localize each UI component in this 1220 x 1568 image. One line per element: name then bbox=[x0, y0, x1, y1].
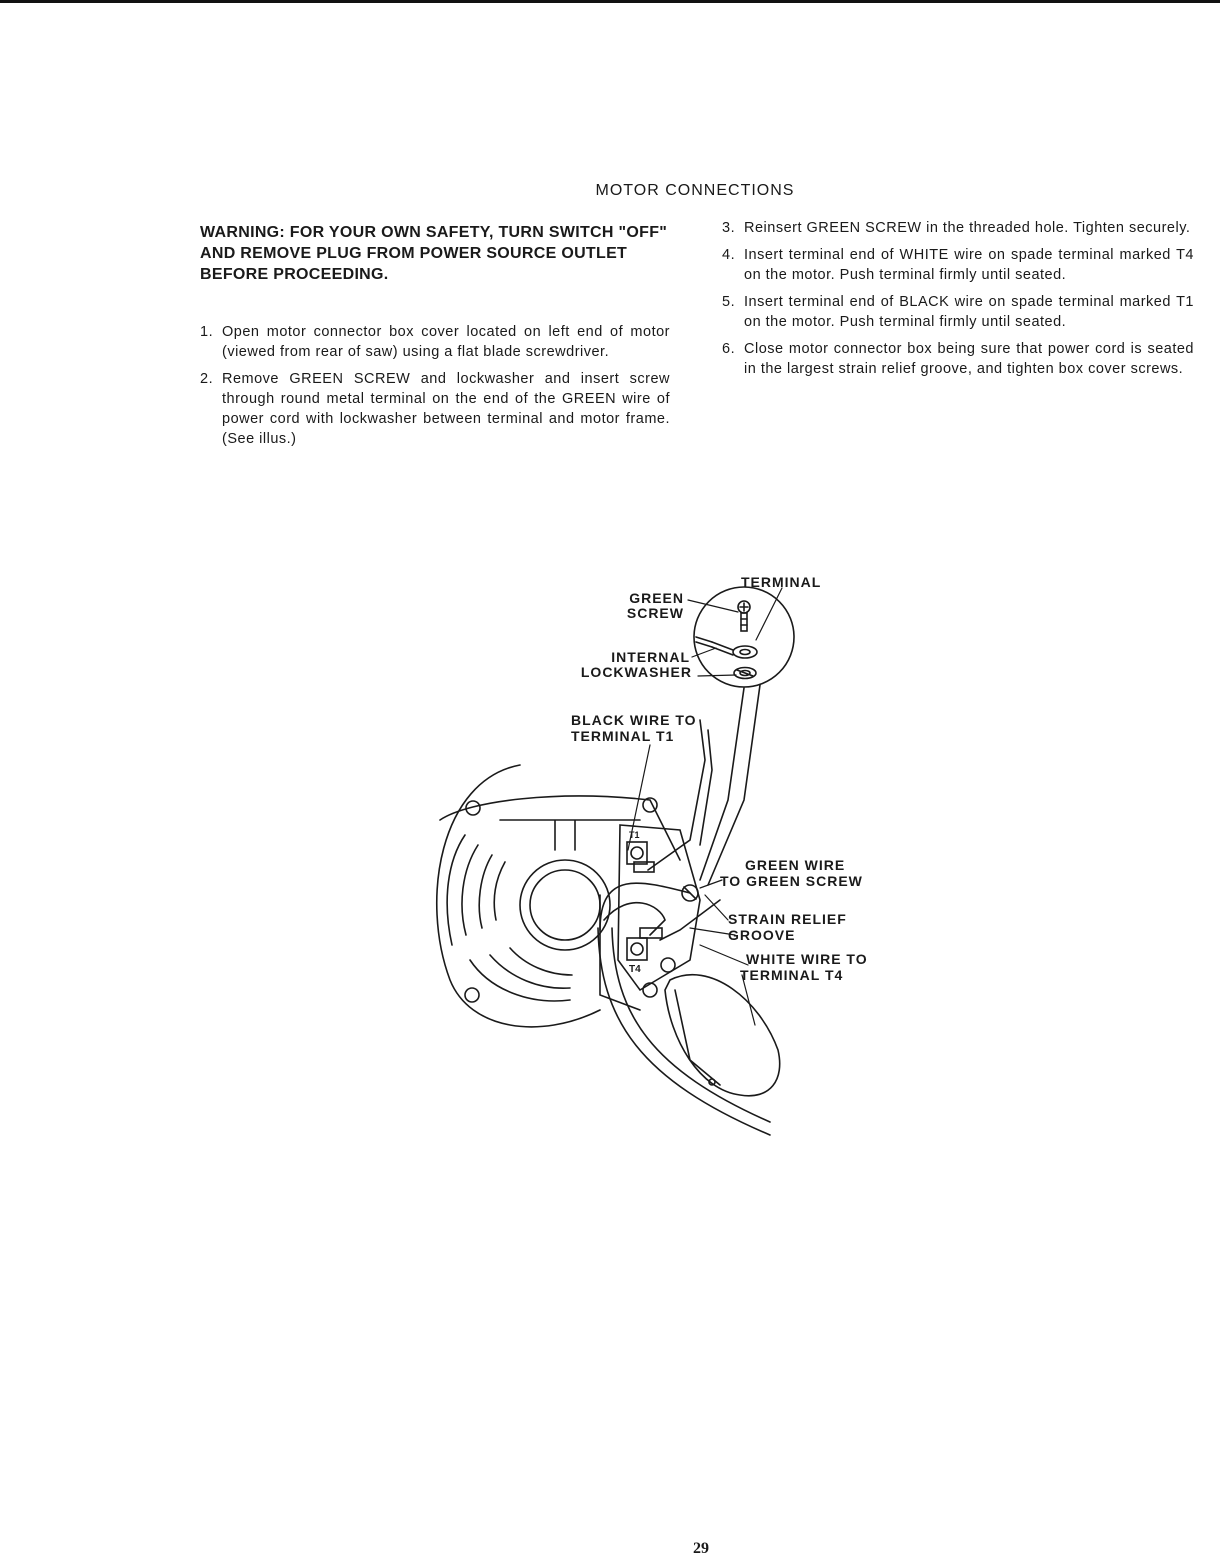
label-white-wire-line1: WHITE WIRE TO bbox=[746, 951, 868, 967]
step-5 bbox=[722, 292, 1194, 332]
step-number: 5. bbox=[722, 294, 736, 310]
lockwasher-icon bbox=[734, 668, 756, 679]
step-text: Close motor connector box being sure that power cord is seated in the largest strain relief groove, and tighten box cover screws. bbox=[744, 341, 1194, 377]
step-3 bbox=[722, 218, 1194, 238]
label-t1: T1 bbox=[629, 830, 640, 840]
label-green-screw-line1: GREEN bbox=[629, 590, 684, 606]
section-title: MOTOR CONNECTIONS bbox=[595, 182, 795, 199]
step-4 bbox=[722, 245, 1194, 285]
step-text: Insert terminal end of BLACK wire on spade terminal marked T1 on the motor. Push terminal firmly until seated. bbox=[744, 294, 1194, 330]
step-text: Reinsert GREEN SCREW in the threaded hole. Tighten securely. bbox=[744, 220, 1191, 236]
step-1 bbox=[200, 322, 670, 362]
step-text: Open motor connector box cover located on left end of motor (viewed from rear of saw) using a flat blade screwdriver. bbox=[222, 324, 670, 360]
connector-box-cover bbox=[665, 975, 780, 1096]
label-internal-lockwasher-line2: LOCKWASHER bbox=[580, 664, 692, 680]
label-green-screw-line2: SCREW bbox=[626, 605, 684, 621]
step-number: 6. bbox=[722, 341, 736, 357]
top-rule bbox=[0, 0, 1220, 3]
label-white-wire-line2: TERMINAL T4 bbox=[740, 967, 844, 983]
label-terminal: TERMINAL bbox=[741, 574, 822, 590]
label-black-wire-line1: BLACK WIRE TO bbox=[571, 712, 697, 728]
left-column bbox=[200, 222, 670, 456]
label-strain-relief-line2: GROOVE bbox=[728, 927, 796, 943]
ring-terminal-icon bbox=[696, 637, 757, 658]
green-wire bbox=[600, 883, 690, 930]
motor-connection-diagram bbox=[400, 560, 920, 1160]
step-2 bbox=[200, 369, 670, 449]
step-number: 3. bbox=[722, 220, 736, 236]
green-screw-icon bbox=[738, 601, 750, 631]
label-green-wire-line1: GREEN WIRE bbox=[745, 857, 846, 873]
safety-warning: WARNING: FOR YOUR OWN SAFETY, TURN SWITCH "OFF" AND REMOVE PLUG FROM POWER SOURCE OUTLET BEFORE PROCEEDING. bbox=[200, 224, 668, 283]
step-number: 2. bbox=[200, 371, 214, 387]
step-number: 1. bbox=[200, 324, 214, 340]
step-text: Remove GREEN SCREW and lockwasher and insert screw through round metal terminal on the end of the GREEN wire of power cord with lockwasher between terminal and motor frame. (See illus.) bbox=[222, 371, 670, 447]
label-strain-relief-line1: STRAIN RELIEF bbox=[728, 911, 847, 927]
label-green-wire-line2: TO GREEN SCREW bbox=[720, 873, 863, 889]
step-number: 4. bbox=[722, 247, 736, 263]
label-black-wire-line2: TERMINAL T1 bbox=[571, 728, 675, 744]
label-t4: T4 bbox=[629, 964, 641, 975]
page-number: 29 bbox=[693, 1540, 709, 1557]
step-6 bbox=[722, 339, 1194, 379]
label-internal-lockwasher-line1: INTERNAL bbox=[611, 649, 690, 665]
white-wire bbox=[660, 900, 720, 940]
right-column bbox=[722, 218, 1194, 386]
step-text: Insert terminal end of WHITE wire on spade terminal marked T4 on the motor. Push terminal firmly until seated. bbox=[744, 247, 1194, 283]
